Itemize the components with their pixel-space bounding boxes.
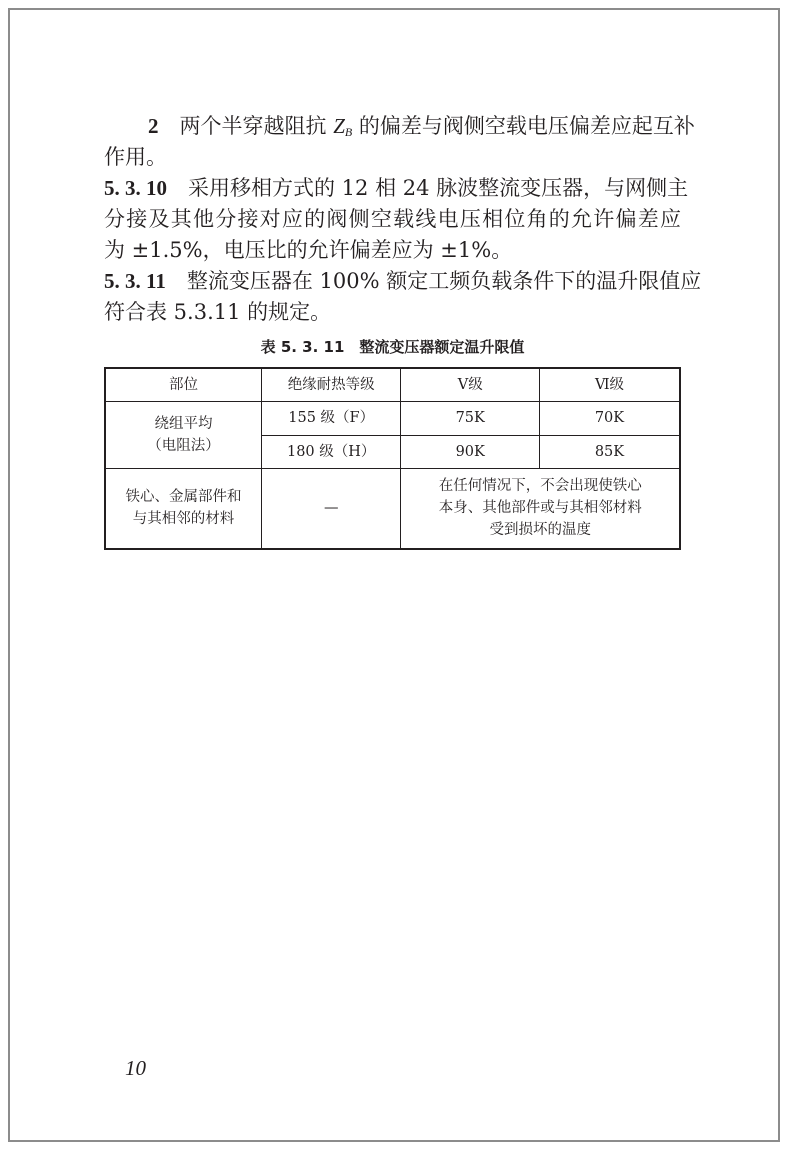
body-text <box>104 111 702 328</box>
symbol: Z <box>333 114 345 138</box>
core-label-cell <box>105 468 261 549</box>
table-cell: 155 级（F） <box>261 401 401 435</box>
text: 整流变压器在 100% 额定工频负载条件下的温升限值应 <box>186 269 702 293</box>
table-row <box>105 401 680 435</box>
text: 受到损坏的温度 <box>489 522 591 539</box>
text: （电阻法） <box>147 437 220 454</box>
table-caption: 表 5. 3. 11 整流变压器额定温升限值 <box>260 338 525 356</box>
table-cell: 180 级（H） <box>261 435 401 468</box>
table-cell: 75K <box>401 401 540 435</box>
header-cell: Ⅴ级 <box>401 368 540 401</box>
item-number: 2 <box>148 114 159 138</box>
item-2-line-2: 作用。 <box>104 145 167 169</box>
core-desc-cell <box>401 468 680 549</box>
table-cell: 85K <box>539 435 680 468</box>
text: 在任何情况下，不会出现使铁心 <box>438 478 642 495</box>
text: 绕组平均 <box>154 415 213 432</box>
text: 本身、其他部件或与其相邻材料 <box>438 500 642 517</box>
clause-number: 5. 3. 10 <box>104 176 167 200</box>
subscript: B <box>344 125 353 139</box>
header-cell: 绝缘耐热等级 <box>261 368 401 401</box>
symbol-z <box>333 114 352 138</box>
table-row <box>105 468 680 549</box>
table-cell: 90K <box>401 435 540 468</box>
clause-5311-line-1 <box>104 266 702 297</box>
clause-number: 5. 3. 11 <box>104 269 166 293</box>
text: 两个半穿越阻抗 <box>179 114 334 138</box>
temperature-rise-table <box>104 367 681 550</box>
winding-label-cell <box>105 401 261 468</box>
text: 铁心、金属部件和 <box>125 489 242 506</box>
header-cell: 部位 <box>105 368 261 401</box>
text: 与其相邻的材料 <box>132 511 235 528</box>
table-cell: 70K <box>539 401 680 435</box>
header-cell: Ⅵ级 <box>539 368 680 401</box>
item-2-line-1 <box>104 111 695 142</box>
table-header-row <box>105 368 680 401</box>
clause-5310-line-3: 为 ±1.5%，电压比的允许偏差应为 ±1%。 <box>104 238 513 262</box>
clause-5310-line-2: 分接及其他分接对应的阀侧空载线电压相位角的允许偏差应 <box>104 207 681 231</box>
page-number: 10 <box>125 1056 146 1080</box>
text: 的偏差与阀侧空载电压偏差应起互补 <box>352 114 695 138</box>
table-cell: — <box>261 468 401 549</box>
clause-5311-line-2: 符合表 5.3.11 的规定。 <box>104 300 332 324</box>
text: 采用移相方式的 12 相 24 脉波整流变压器，与网侧主 <box>188 176 689 200</box>
clause-5310-line-1 <box>104 173 689 204</box>
